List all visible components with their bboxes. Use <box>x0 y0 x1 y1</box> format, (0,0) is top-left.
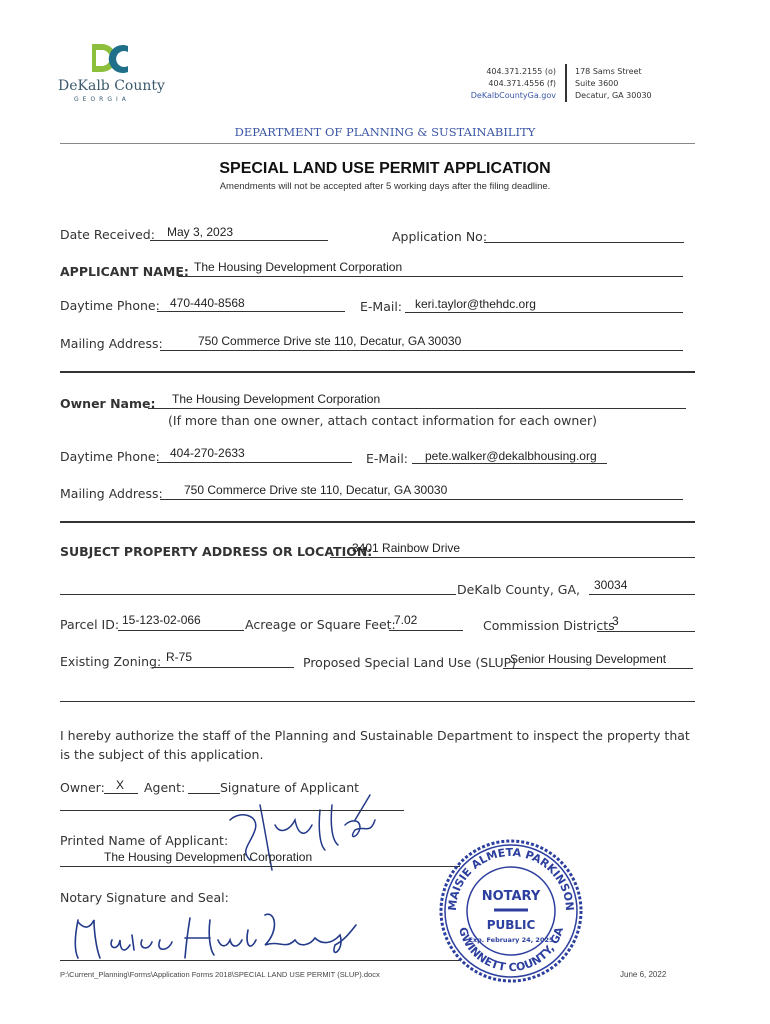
owner-phone-label: Daytime Phone: <box>60 449 160 464</box>
phone-office: 404.371.2155 (o) <box>486 67 556 76</box>
notary-signature <box>60 900 360 962</box>
section-divider-2 <box>60 521 695 523</box>
department-rule <box>60 143 695 144</box>
owner-checkbox-label: Owner: <box>60 780 105 795</box>
address-street: 178 Sams Street <box>575 67 642 76</box>
acreage-label: Acreage or Square Feet: <box>245 617 396 632</box>
website-link[interactable]: DeKalbCountyGa.gov <box>470 91 556 100</box>
notary-seal <box>436 836 586 986</box>
zoning-line <box>152 667 294 668</box>
seal-public: PUBLIC <box>486 918 536 932</box>
zip-line <box>589 594 695 595</box>
application-no-label: Application No: <box>392 229 488 244</box>
county-label: DeKalb County, GA, <box>457 582 581 597</box>
parcel-id-label: Parcel ID: <box>60 617 120 632</box>
parcel-id-line <box>118 630 244 631</box>
applicant-phone-value[interactable]: 470-440-8568 <box>170 296 245 310</box>
owner-name-value[interactable]: The Housing Development Corporation <box>172 392 381 406</box>
applicant-email-line <box>405 312 683 313</box>
agent-checkbox-label: Agent: <box>144 780 186 795</box>
dc-logo-icon <box>90 42 130 76</box>
applicant-name-value[interactable]: The Housing Development Corporation <box>194 260 403 274</box>
applicant-address-line <box>160 350 683 351</box>
applicant-email-value[interactable]: keri.taylor@thehdc.org <box>415 297 536 311</box>
subject-property-label: SUBJECT PROPERTY ADDRESS OR LOCATION: <box>60 544 373 559</box>
owner-address-label: Mailing Address: <box>60 486 163 501</box>
signature-label: Signature of Applicant <box>220 780 360 795</box>
subject-property-value[interactable]: 3401 Rainbow Drive <box>352 541 461 555</box>
owner-checkbox-line <box>104 793 138 794</box>
authorization-text: I hereby authorize the staff of the Planning and Sustainable Department to inspect the property that is the subject of this application. <box>60 728 690 762</box>
printed-name-label: Printed Name of Applicant: <box>60 833 229 848</box>
footer-date: June 6, 2022 <box>620 970 667 979</box>
owner-phone-line <box>157 462 352 463</box>
owner-name-line <box>148 408 686 409</box>
notary-seal-icon <box>436 836 586 986</box>
notary-label: Notary Signature and Seal: <box>60 890 229 905</box>
districts-value[interactable]: 3 <box>612 614 619 628</box>
subject-property-line-2 <box>60 594 456 595</box>
date-received-line <box>150 240 328 241</box>
contact-address-block <box>575 66 652 102</box>
blank-line <box>60 701 695 702</box>
acreage-value[interactable]: 7.02 <box>394 613 418 627</box>
phone-fax: 404.371.4556 (f) <box>488 79 556 88</box>
districts-line <box>597 631 695 632</box>
applicant-email-label: E-Mail: <box>360 299 403 314</box>
applicant-phone-label: Daytime Phone: <box>60 298 160 313</box>
signature-line <box>60 810 404 811</box>
department-title: DEPARTMENT OF PLANNING & SUSTAINABILITY <box>234 125 536 139</box>
address-city: Decatur, GA 30030 <box>575 91 652 100</box>
footer-file-path: P:\Current_Planning\Forms\Application Forms 2018\SPECIAL LAND USE PERMIT (SLUP).docx <box>60 970 380 979</box>
owner-phone-value[interactable]: 404-270-2633 <box>170 446 245 460</box>
date-received-label: Date Received: <box>60 227 155 242</box>
owner-note: (If more than one owner, attach contact information for each owner) <box>168 413 598 428</box>
logo-county-name: DeKalb County <box>58 78 165 94</box>
notary-signature-line <box>60 960 460 961</box>
agent-checkbox-line <box>188 793 220 794</box>
slup-line <box>503 668 693 669</box>
header-divider <box>565 64 567 102</box>
owner-email-label: E-Mail: <box>366 451 409 466</box>
owner-name-label: Owner Name: <box>60 396 156 411</box>
applicant-name-line <box>178 276 683 277</box>
slup-value[interactable]: Senior Housing Development <box>510 652 667 666</box>
applicant-address-value[interactable]: 750 Commerce Drive ste 110, Decatur, GA 30030 <box>198 334 462 348</box>
logo-state-name: GEORGIA <box>74 96 130 103</box>
zoning-label: Existing Zoning: <box>60 654 162 669</box>
owner-email-line <box>412 463 607 464</box>
form-title: SPECIAL LAND USE PERMIT APPLICATION <box>219 160 551 177</box>
applicant-address-label: Mailing Address: <box>60 336 163 351</box>
seal-county: GWINNETT COUNTY, GA <box>455 925 567 975</box>
applicant-name-label: APPLICANT NAME: <box>60 264 189 279</box>
address-suite: Suite 3600 <box>575 79 619 88</box>
zip-value[interactable]: 30034 <box>594 578 628 592</box>
seal-name: MAISIE ALMETA PARKINSON <box>445 845 577 912</box>
printed-name-line <box>60 866 460 867</box>
printed-name-value[interactable]: The Housing Development Corporation <box>104 850 313 864</box>
form-subtitle: Amendments will not be accepted after 5 working days after the filing deadline. <box>219 181 551 192</box>
county-logo <box>58 42 178 104</box>
parcel-id-value[interactable]: 15-123-02-066 <box>122 613 201 627</box>
subject-property-line <box>330 557 695 558</box>
contact-phone-block <box>471 66 556 102</box>
date-received-value[interactable]: May 3, 2023 <box>167 225 234 239</box>
application-no-line <box>484 242 684 243</box>
districts-label: Commission Districts <box>483 618 615 633</box>
owner-email-value[interactable]: pete.walker@dekalbhousing.org <box>425 449 597 463</box>
seal-title: NOTARY <box>481 889 541 904</box>
zoning-value[interactable]: R-75 <box>166 650 193 664</box>
slup-label: Proposed Special Land Use (SLUP) <box>303 655 517 670</box>
section-divider-1 <box>60 371 695 373</box>
owner-address-value[interactable]: 750 Commerce Drive ste 110, Decatur, GA 30030 <box>184 483 448 497</box>
owner-address-line <box>160 499 683 500</box>
owner-checkbox-mark[interactable]: X <box>116 778 125 792</box>
acreage-line <box>389 630 463 631</box>
applicant-phone-line <box>157 311 345 312</box>
seal-expires: Exp. February 24, 2025 <box>468 936 554 944</box>
